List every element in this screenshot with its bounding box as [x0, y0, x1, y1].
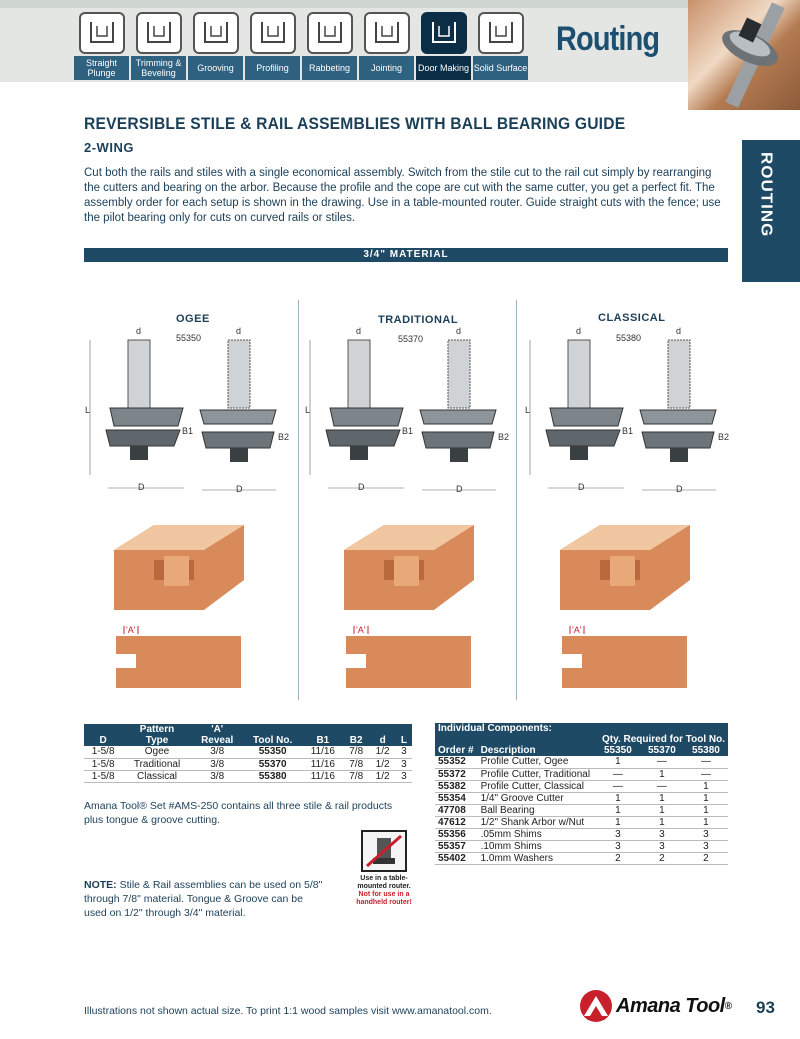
- component-cell: —: [640, 780, 684, 792]
- component-cell: 47708: [435, 804, 478, 816]
- component-cell: 3: [684, 840, 728, 852]
- component-cell: 55402: [435, 852, 478, 864]
- component-cell: 1: [596, 756, 640, 768]
- dim-d-label: d: [676, 326, 682, 336]
- section-title: Routing: [556, 20, 660, 58]
- door-making-icon: [421, 12, 467, 54]
- component-cell: 3: [596, 840, 640, 852]
- component-cell: .10mm Shims: [478, 840, 596, 852]
- table-row: [84, 746, 412, 758]
- component-cell: 1/2" Shank Arbor w/Nut: [478, 816, 596, 828]
- dim-b1-label: B1: [402, 426, 414, 436]
- reveal-a-label: 'A': [572, 625, 582, 635]
- th-reveal: Reveal: [192, 735, 243, 746]
- table-cell: 1-5/8: [84, 758, 122, 770]
- component-row: [435, 780, 728, 792]
- column-divider: [516, 300, 517, 700]
- category-rabbeting[interactable]: [302, 12, 357, 82]
- component-cell: —: [596, 780, 640, 792]
- category-profiling[interactable]: [245, 12, 300, 82]
- th-55380: 55380: [684, 745, 728, 756]
- th-description: Description: [478, 745, 596, 756]
- profile-name-traditional: TRADITIONAL: [378, 314, 459, 326]
- table-cell: 1/2: [369, 746, 395, 758]
- dim-bigd-label: D: [676, 484, 683, 494]
- component-cell: 55382: [435, 780, 478, 792]
- warning-line-3: Not for use in a: [358, 891, 410, 898]
- category-label: Rabbeting: [302, 56, 357, 80]
- dim-bigd-label: D: [358, 482, 365, 492]
- dim-b1-label: B1: [182, 426, 194, 436]
- component-row: [435, 852, 728, 864]
- th-type: Type: [122, 735, 192, 746]
- component-row: [435, 804, 728, 816]
- component-cell: 1: [596, 804, 640, 816]
- component-cell: 55356: [435, 828, 478, 840]
- logo-registered: ®: [724, 1000, 733, 1012]
- profiling-icon: [250, 12, 296, 54]
- warning-line-4: handheld router!: [356, 899, 412, 906]
- dim-d-label: d: [356, 326, 362, 336]
- th-small-d: d: [369, 735, 395, 746]
- table-header: [84, 735, 412, 746]
- straight-plunge-icon: [79, 12, 125, 54]
- component-cell: Ball Bearing: [478, 804, 596, 816]
- dim-l-label: L: [85, 405, 91, 415]
- reveal-a-label: 'A': [126, 625, 136, 635]
- th-tool-no: Tool No.: [243, 735, 303, 746]
- warning-line-2: mounted router.: [357, 883, 411, 890]
- table-cell: Traditional: [122, 758, 192, 770]
- router-bit-diagram: [528, 330, 728, 500]
- component-cell: 47612: [435, 816, 478, 828]
- component-cell: 1: [640, 804, 684, 816]
- component-cell: —: [684, 756, 728, 768]
- qty-header: Qty. Required for Tool No.: [596, 734, 728, 745]
- table-cell: 3: [396, 758, 412, 770]
- th-55350: 55350: [596, 745, 640, 756]
- component-cell: Profile Cutter, Classical: [478, 780, 596, 792]
- dim-d-label: d: [456, 326, 462, 336]
- dim-bigd-label: D: [578, 482, 585, 492]
- dim-b1-label: B1: [622, 426, 634, 436]
- component-cell: 1/4" Groove Cutter: [478, 792, 596, 804]
- component-cell: —: [684, 768, 728, 780]
- table-cell: 1/2: [369, 770, 395, 782]
- component-cell: 1: [640, 816, 684, 828]
- side-tab: [742, 140, 800, 282]
- component-cell: Profile Cutter, Ogee: [478, 756, 596, 768]
- dim-bigd-label: D: [236, 484, 243, 494]
- router-bit-diagram: [88, 330, 288, 500]
- note-label: NOTE:: [84, 879, 117, 891]
- wood-joint-sample: [114, 520, 244, 610]
- component-cell: 2: [640, 852, 684, 864]
- th-l: L: [396, 735, 412, 746]
- table-cell: 1-5/8: [84, 770, 122, 782]
- component-cell: 1: [596, 816, 640, 828]
- logo-text: Amana Tool: [616, 994, 725, 1017]
- dim-d-label: d: [236, 326, 242, 336]
- set-note: Amana Tool® Set #AMS-250 contains all three stile & rail products plus tongue & groove cutting.: [84, 800, 393, 826]
- material-note: [84, 878, 324, 920]
- table-cell: 3: [396, 770, 412, 782]
- material-bar: 3/4" MATERIAL: [84, 248, 728, 262]
- table-cell: 3/8: [192, 758, 243, 770]
- table-cell: 3/8: [192, 746, 243, 758]
- category-straight-plunge[interactable]: [74, 12, 129, 82]
- dim-b2-label: B2: [498, 432, 510, 442]
- jointing-icon: [364, 12, 410, 54]
- note-text: Stile & Rail assemblies can be used on 5/8" through 7/8" material. Tongue & Groove can be used on 1/2" through 3/4" material.: [84, 879, 323, 919]
- side-tab-label: ROUTING: [757, 152, 775, 238]
- dim-d-label: d: [576, 326, 582, 336]
- component-cell: 2: [596, 852, 640, 864]
- component-cell: 55372: [435, 768, 478, 780]
- component-cell: 1: [684, 816, 728, 828]
- component-cell: 55357: [435, 840, 478, 852]
- wood-joint-sample: [560, 520, 690, 610]
- component-row: [435, 840, 728, 852]
- dim-b2-label: B2: [718, 432, 730, 442]
- component-cell: 1: [640, 768, 684, 780]
- column-divider: [298, 300, 299, 700]
- th-pattern: Pattern: [122, 724, 192, 735]
- header-accent: [0, 0, 690, 8]
- components-table: [435, 723, 728, 865]
- profile-name-ogee: OGEE: [176, 313, 210, 325]
- dim-b2-label: B2: [278, 432, 290, 442]
- component-cell: 1: [640, 792, 684, 804]
- table-header-top: [84, 724, 412, 735]
- component-cell: —: [640, 756, 684, 768]
- component-row: [435, 816, 728, 828]
- intro-text: Cut both the rails and stiles with a single economical assembly. Switch from the stile cut to the rail cut simply by rearranging the cutters and bearing on the arbor. Because the profile and the cope are cut with the same cutter, you get a perfect fit. The assembly order for each setup is shown in the drawing. Use in a table-mounted router. Guide straight cuts with the fence; use the pilot bearing only for cuts on curved rails or stiles.: [84, 167, 721, 224]
- component-cell: 55354: [435, 792, 478, 804]
- table-cell: 55350: [243, 746, 303, 758]
- dim-bigd-label: D: [138, 482, 145, 492]
- dim-l-label: L: [525, 405, 531, 415]
- th-d: D: [84, 735, 122, 746]
- th-b2: B2: [343, 735, 369, 746]
- category-trimming[interactable]: [131, 12, 186, 82]
- table-row: [84, 758, 412, 770]
- component-cell: —: [596, 768, 640, 780]
- th-b1: B1: [303, 735, 343, 746]
- table-cell: 3/8: [192, 770, 243, 782]
- table-cell: Ogee: [122, 746, 192, 758]
- component-row: [435, 792, 728, 804]
- table-cell: 11/16: [303, 746, 343, 758]
- component-cell: Profile Cutter, Traditional: [478, 768, 596, 780]
- table-row: [84, 770, 412, 782]
- component-cell: 3: [640, 828, 684, 840]
- th-55370: 55370: [640, 745, 684, 756]
- tool-number-55370: 55370: [398, 334, 424, 344]
- component-cell: 3: [596, 828, 640, 840]
- th-order: Order #: [435, 745, 478, 756]
- router-bit-diagram: [308, 330, 508, 500]
- category-label: Door Making: [416, 56, 471, 80]
- th-a: 'A': [192, 724, 243, 735]
- dim-bigd-label: D: [456, 484, 463, 494]
- component-cell: 1: [596, 792, 640, 804]
- category-label: Solid Surface: [473, 56, 528, 80]
- component-cell: 2: [684, 852, 728, 864]
- page-title: REVERSIBLE STILE & RAIL ASSEMBLIES WITH BALL BEARING GUIDE: [84, 114, 626, 133]
- rabbeting-icon: [307, 12, 353, 54]
- component-cell: 1: [684, 804, 728, 816]
- component-cell: 3: [640, 840, 684, 852]
- component-cell: 1: [684, 792, 728, 804]
- grooving-icon: [193, 12, 239, 54]
- table-cell: 1/2: [369, 758, 395, 770]
- trimming-icon: [136, 12, 182, 54]
- category-label: Jointing: [359, 56, 414, 80]
- table-cell: 7/8: [343, 746, 369, 758]
- table-cell: 11/16: [303, 758, 343, 770]
- component-row: [435, 768, 728, 780]
- component-cell: 1.0mm Washers: [478, 852, 596, 864]
- table-cell: 1-5/8: [84, 746, 122, 758]
- component-row: [435, 828, 728, 840]
- tool-number-55380: 55380: [616, 333, 642, 343]
- warning-line-1: Use in a table-: [360, 875, 408, 882]
- stile-rail-table: [84, 724, 412, 783]
- table-cell: Classical: [122, 770, 192, 782]
- category-jointing[interactable]: [359, 12, 414, 82]
- table-cell: 7/8: [343, 770, 369, 782]
- category-grooving[interactable]: [188, 12, 243, 82]
- component-cell: 3: [684, 828, 728, 840]
- component-cell: .05mm Shims: [478, 828, 596, 840]
- table-cell: 55370: [243, 758, 303, 770]
- table-router-warning: [354, 830, 414, 907]
- dim-d-label: d: [136, 326, 142, 336]
- tool-number-55350: 55350: [176, 333, 202, 343]
- router-bit-photo: [688, 0, 800, 110]
- category-door-making[interactable]: [416, 12, 471, 82]
- logo-mark-icon: [580, 990, 612, 1022]
- table-cell: 7/8: [343, 758, 369, 770]
- profile-name-classical: CLASSICAL: [598, 312, 666, 324]
- component-cell: 55352: [435, 756, 478, 768]
- category-solid-surface[interactable]: [473, 12, 528, 82]
- solid-surface-icon: [478, 12, 524, 54]
- dim-l-label: L: [305, 405, 311, 415]
- components-title: Individual Components:: [435, 723, 596, 734]
- wood-joint-sample: [344, 520, 474, 610]
- component-row: [435, 756, 728, 768]
- category-label: Trimming & Beveling: [131, 56, 186, 80]
- page-number: 93: [756, 998, 775, 1017]
- table-cell: 11/16: [303, 770, 343, 782]
- no-handheld-router-icon: [361, 830, 407, 872]
- category-label: Grooving: [188, 56, 243, 80]
- reveal-a-label: 'A': [356, 625, 366, 635]
- table-cell: 55380: [243, 770, 303, 782]
- component-cell: 1: [684, 780, 728, 792]
- table-cell: 3: [396, 746, 412, 758]
- footer-note: Illustrations not shown actual size. To print 1:1 wood samples visit www.amanatool.com.: [84, 1005, 492, 1017]
- category-label: Profiling: [245, 56, 300, 80]
- category-label: Straight Plunge: [74, 56, 129, 80]
- components-header: [435, 745, 728, 756]
- page-subtitle: 2-WING: [84, 140, 134, 155]
- amana-logo[interactable]: [580, 990, 732, 1022]
- category-nav: [74, 12, 530, 82]
